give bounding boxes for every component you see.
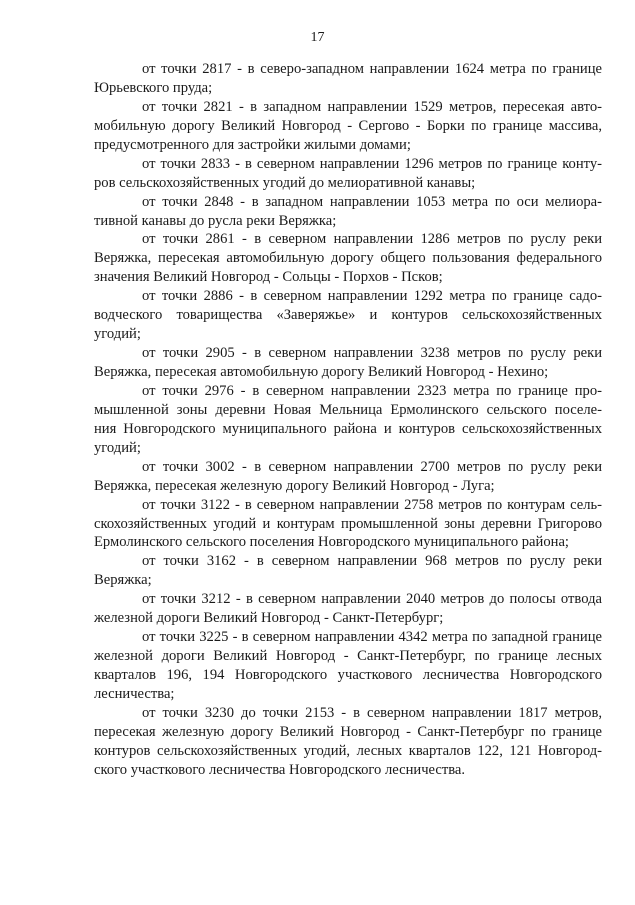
text-line: от точки 3122 - в северном направлении 2758 метров по контурам сель- [142,496,602,513]
text-line: мобильную дорогу Великий Новгород - Сергово - Борки по границе массива, [94,117,602,134]
paragraph [94,60,602,98]
text-line: скохозяйственных угодий и контурам промышленной зоны деревни Григорово [94,515,602,532]
text-line: Юрьевского пруда; [94,79,213,96]
text-line: от точки 2886 - в северном направлении 1292 метра по границе садо- [142,288,602,305]
text-line: угодий; [94,439,141,456]
document-body [94,60,602,780]
text-line: пересекая железную дорогу Великий Новгород - Санкт-Петербург по границе [94,723,602,740]
paragraph [94,552,602,590]
page-number: 17 [310,30,325,45]
text-line: от точки 3212 - в северном направлении 2040 метров до полосы отвода [142,591,602,608]
text-line: контуров сельскохозяйственных угодий, лесных кварталов 122, 121 Новгород- [94,742,602,759]
paragraph [94,382,602,458]
text-line: предусмотренного для застройки жилыми домами; [94,136,411,153]
text-line: тивной канавы до русла реки Веряжка; [94,212,337,229]
text-line: ров сельскохозяйственных угодий до мелиоративной канавы; [94,174,476,191]
text-line: от точки 2833 - в северном направлении 1296 метров по границе конту- [142,155,602,172]
text-line: ского участкового лесничества Новгородского лесничества. [94,761,466,778]
text-line: водческого товарищества «Заверяжье» и контуров сельскохозяйственных [94,307,602,324]
paragraph [94,496,602,553]
text-line: кварталов 196, 194 Новгородского участкового лесничества Новгородского [94,667,602,683]
paragraph [94,230,602,287]
text-line: Веряжка; [94,572,152,589]
paragraph [94,704,602,780]
text-line: ния Новгородского муниципального района и контуров сельскохозяйственных [94,420,602,437]
text-line: Веряжка, пересекая автомобильную дорогу общего пользования федерального [94,250,602,267]
text-line: Веряжка, пересекая железную дорогу Великий Новгород - Луга; [94,477,495,494]
text-line: угодий; [94,326,141,343]
text-line: от точки 2821 - в западном направлении 1529 метров, пересекая авто- [142,98,602,115]
paragraph [94,287,602,344]
text-line: от точки 3162 - в северном направлении 968 метров по руслу реки [142,553,602,570]
text-line: от точки 3230 до точки 2153 - в северном направлении 1817 метров, [142,704,602,721]
paragraph [94,344,602,382]
text-line: от точки 2976 - в северном направлении 2323 метра по границе про- [142,382,602,399]
paragraph [94,155,602,193]
text-line: значения Великий Новгород - Сольцы - Порхов - Псков; [94,269,443,286]
text-line: от точки 2905 - в северном направлении 3238 метров по руслу реки [142,345,602,362]
text-line: железной дороги Великий Новгород - Санкт-Петербург; [94,610,444,627]
text-line: от точки 3225 - в северном направлении 4342 метра по западной границе [142,629,602,646]
text-line: от точки 3002 - в северном направлении 2700 метров по руслу реки [142,458,602,475]
paragraph [94,628,602,704]
text-line: от точки 2861 - в северном направлении 1286 метров по руслу реки [142,231,602,248]
text-line: от точки 2848 - в западном направлении 1053 метра по оси мелиора- [142,193,602,210]
paragraph [94,590,602,628]
text-line: лесничества; [94,685,175,702]
text-line: Веряжка, пересекая автомобильную дорогу Великий Новгород - Нехино; [94,364,549,380]
paragraph [94,193,602,231]
text-line: от точки 2817 - в северо-западном направлении 1624 метра по границе [142,61,602,77]
text-line: мышленной зоны деревни Новая Мельница Ермолинского сельского поселе- [94,401,602,418]
text-line: Ермолинского сельского поселения Новгородского муниципального района; [94,534,569,551]
text-line: железной дороги Великий Новгород - Санкт-Петербург, по границе лесных [94,648,602,665]
paragraph [94,458,602,496]
paragraph [94,98,602,155]
